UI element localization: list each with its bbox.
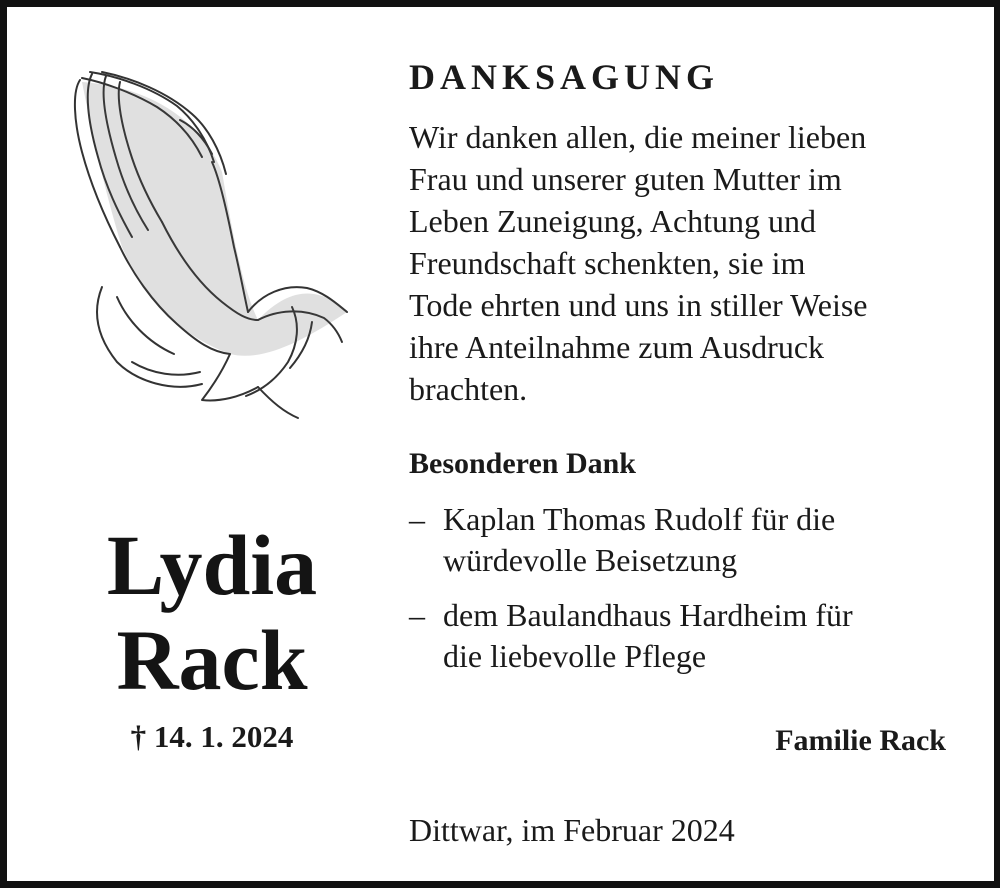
place-date: Dittwar, im Februar 2024 — [409, 812, 735, 848]
notice-body-line: Leben Zuneigung, Achtung und — [409, 203, 817, 239]
list-item — [409, 595, 853, 677]
deceased-last-name: Rack — [116, 612, 308, 708]
notice-body-line: ihre Anteilnahme zum Ausdruck — [409, 329, 825, 365]
notice-body-line: brachten. — [409, 371, 528, 407]
dash-marker: – — [409, 597, 425, 633]
list-item-line: würdevolle Beisetzung — [443, 542, 738, 578]
death-date: † 14. 1. 2024 — [130, 719, 294, 754]
signature: Familie Rack — [775, 724, 946, 757]
praying-hands-icon — [62, 62, 362, 422]
list-item-line: dem Baulandhaus Hardheim für — [443, 597, 853, 633]
list-item-line: Kaplan Thomas Rudolf für die — [443, 501, 836, 537]
notice-body-line: Tode ehrten und uns in stiller Weise — [409, 287, 868, 323]
deceased-first-name: Lydia — [106, 517, 318, 613]
notice-body — [409, 116, 969, 410]
notice-body-line: Wir danken allen, die meiner lieben — [409, 119, 867, 155]
special-thanks-list — [409, 499, 853, 691]
notice-body-line: Frau und unserer guten Mutter im — [409, 161, 842, 197]
special-thanks-heading: Besonderen Dank — [409, 447, 636, 480]
dash-marker: – — [409, 501, 425, 537]
list-item — [409, 499, 853, 581]
list-item-line: die liebevolle Pflege — [443, 638, 707, 674]
notice-body-line: Freundschaft schenkten, sie im — [409, 245, 806, 281]
notice-heading: DANKSAGUNG — [409, 57, 720, 97]
